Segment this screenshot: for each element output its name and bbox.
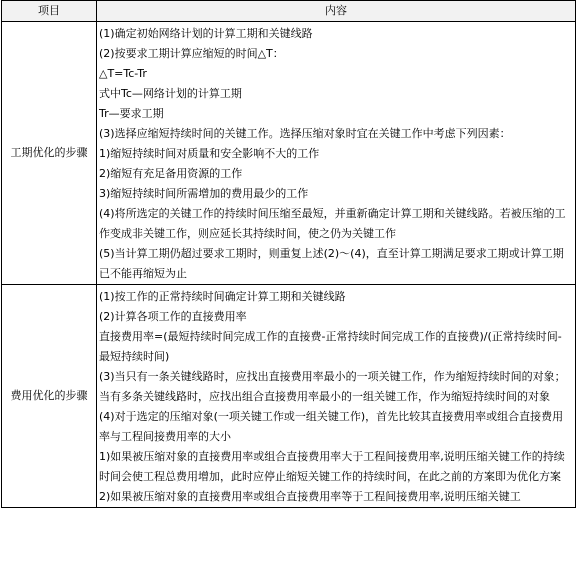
content-line: (2)按要求工期计算应缩短的时间△T： — [99, 47, 284, 60]
header-item: 项目 — [2, 1, 97, 22]
content-line: (4)对于选定的压缩对象(一项关键工作或一组关键工作)，首先比较其直接费用率或组合直接费用率与工程间接费用率的大小 — [99, 410, 564, 443]
optimization-steps-table — [1, 0, 576, 508]
table-header-row — [2, 1, 576, 22]
content-line: 直接费用率=(最短持续时间完成工作的直接费-正常持续时间完成工作的直接费)/(正常持续时间-最短持续时间) — [99, 330, 562, 363]
content-line: 2)如果被压缩对象的直接费用率或组合直接费用率等于工程间接费用率,说明压缩关键工 — [99, 490, 521, 503]
row-content-cost — [97, 285, 576, 508]
content-line: 2)缩短有充足备用资源的工作 — [99, 167, 243, 180]
content-line: (3)当只有一条关键线路时，应找出直接费用率最小的一项关键工作，作为缩短持续时间的对象；当有多条关键线路时，应找出组合直接费用率最小的一组关键工作，作为缩短持续时间的对象 — [99, 370, 566, 403]
content-line: (1)确定初始网络计划的计算工期和关键线路 — [99, 27, 313, 40]
content-line: 3)缩短持续时间所需增加的费用最少的工作 — [99, 187, 309, 200]
content-line: 1)如果被压缩对象的直接费用率或组合直接费用率大于工程间接费用率,说明压缩关键工作的持续时间会使工程总费用增加，此时应停止缩短关键工作的持续时间，在此之前的方案即为优化方案 — [99, 450, 565, 483]
content-line: (4)将所选定的关键工作的持续时间压缩至最短，并重新确定计算工期和关键线路。若被压缩的工作变成非关键工作，则应延长其持续时间，使之仍为关键工作 — [99, 207, 566, 240]
content-line: (2)计算各项工作的直接费用率 — [99, 310, 247, 323]
row-label-cost: 费用优化的步骤 — [2, 285, 97, 508]
row-content-duration — [97, 22, 576, 285]
content-line: 1)缩短持续时间对质量和安全影响不大的工作 — [99, 147, 320, 160]
header-content: 内容 — [97, 1, 576, 22]
row-label-duration: 工期优化的步骤 — [2, 22, 97, 285]
content-line: 式中Tc—网络计划的计算工期 — [99, 87, 242, 100]
content-line: △T=Tc-Tr — [99, 67, 147, 80]
content-line: (3)选择应缩短持续时间的关键工作。选择压缩对象时宜在关键工作中考虑下列因素： — [99, 127, 511, 140]
content-line: (1)按工作的正常持续时间确定计算工期和关键线路 — [99, 290, 346, 303]
content-line: Tr—要求工期 — [99, 107, 164, 120]
table-row — [2, 22, 576, 285]
content-line: (5)当计算工期仍超过要求工期时，则重复上述(2)～(4)，直至计算工期满足要求工期或计算工期已不能再缩短为止 — [99, 247, 564, 280]
table-row — [2, 285, 576, 508]
